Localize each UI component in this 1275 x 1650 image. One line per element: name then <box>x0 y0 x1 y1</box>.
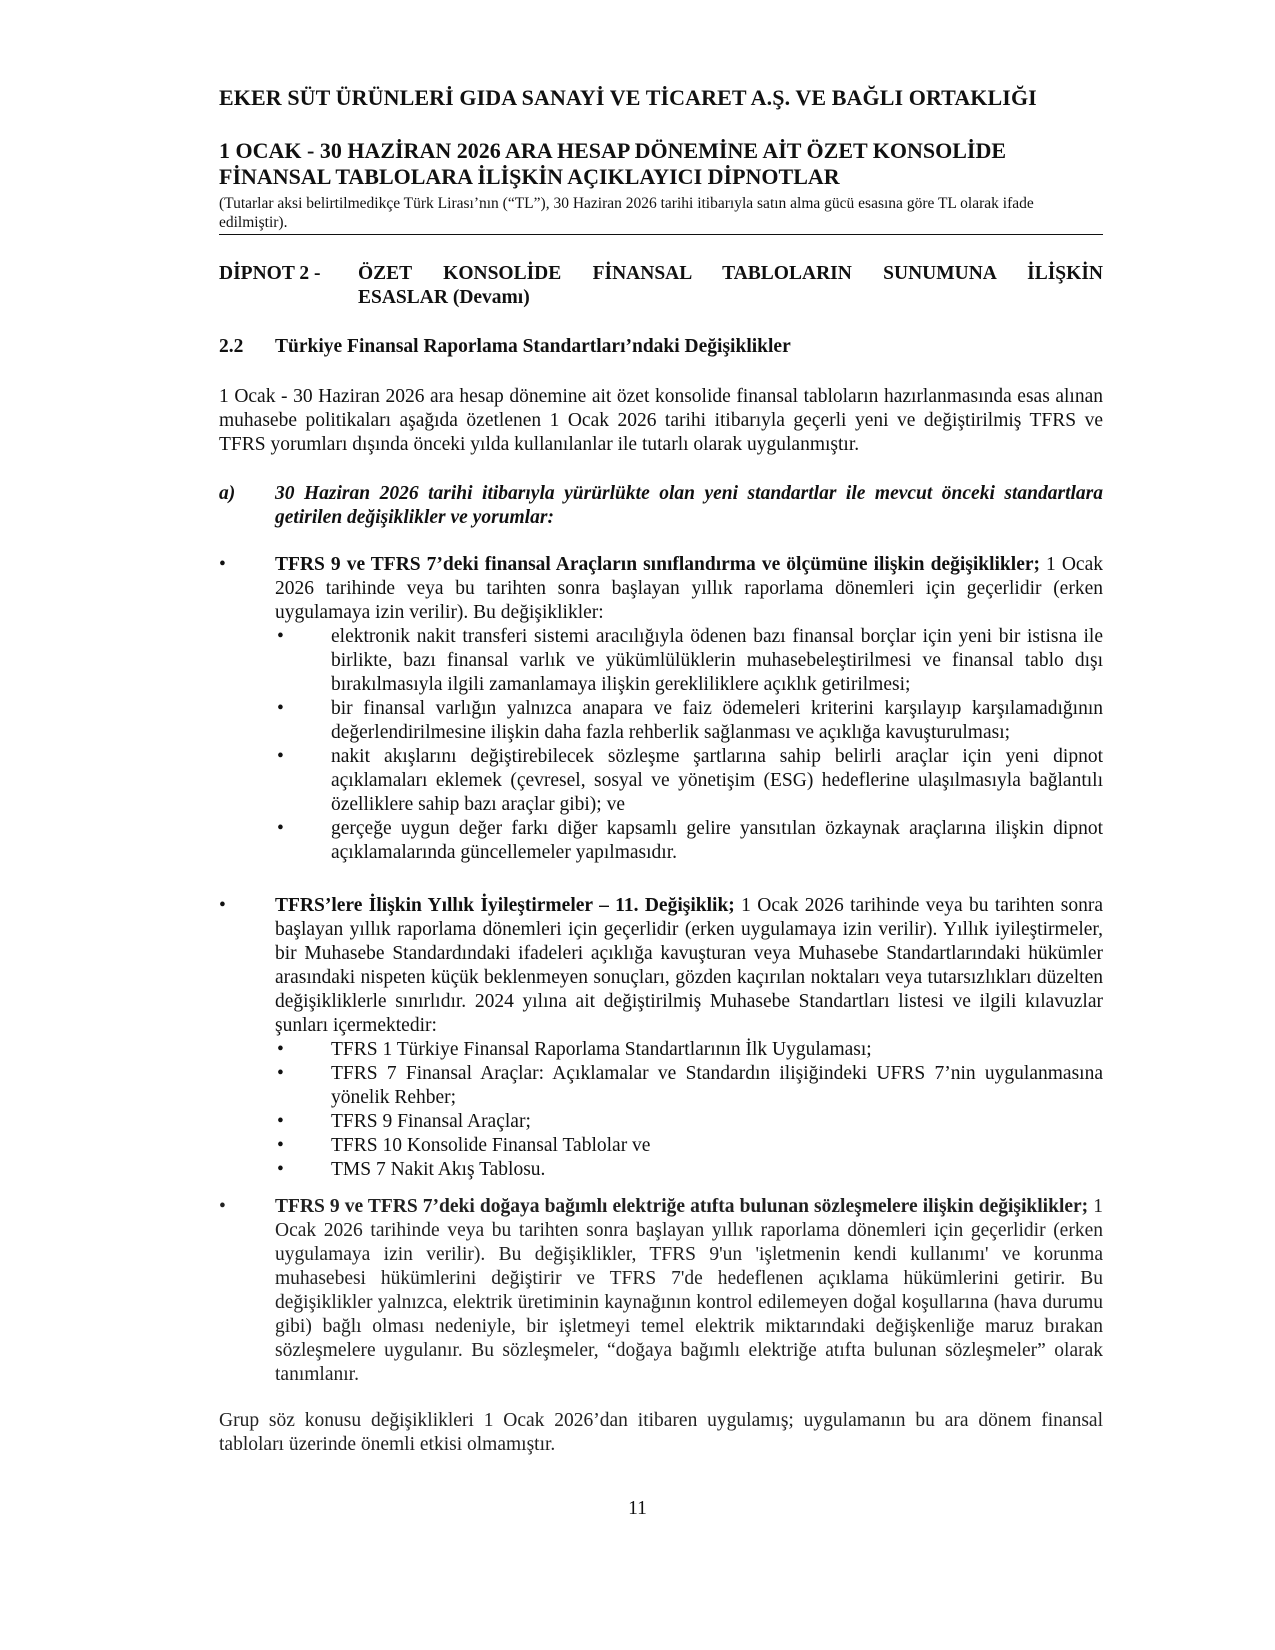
dipnot-title-line-1: ÖZET KONSOLİDE FİNANSAL TABLOLARIN SUNUMUNA İLİŞKİN <box>358 263 1103 284</box>
sub-item-text: elektronik nakit transferi sistemi aracılığıyla ödenen bazı finansal borçlar için yeni bir istisna ile birlikte, bazı finansal varlık ve yükümlülüklerin muhasebeleştirilmesi ve finansal tablo dışı bırakılmasıyla ilgili zamanlamaya ilişkin gerekliliklere açıklık getirilmesi; <box>331 626 1103 695</box>
subheading-text: 30 Haziran 2026 tarihi itibarıyla yürürlükte olan yeni standartlar ile mevcut önceki standartlara getirilen değişiklikler ve yorumlar: <box>275 483 1103 528</box>
sub-item <box>275 1134 1103 1158</box>
section-number: 2.2 <box>219 336 244 357</box>
bullet-icon: • <box>277 626 284 647</box>
sub-item <box>275 1158 1103 1182</box>
item-title: TFRS’lere İlişkin Yıllık İyileştirmeler – 11. Değişiklik; <box>275 895 735 916</box>
item-title: TFRS 9 ve TFRS 7’deki finansal Araçların sınıflandırma ve ölçümüne ilişkin değişiklikler; <box>275 554 1040 575</box>
sub-item-text: gerçeğe uygun değer farkı diğer kapsamlı gelire yansıtılan özkaynak araçlarına ilişkin dipnot açıklamalarında güncellemeler yapılmasıdır. <box>331 818 1103 863</box>
subheading-marker: a) <box>219 483 236 504</box>
period-line-2: FİNANSAL TABLOLARA İLİŞKİN AÇIKLAYICI DİPNOTLAR <box>219 164 840 189</box>
bullet-icon: • <box>219 1196 226 1217</box>
sub-item <box>275 1110 1103 1134</box>
sub-item <box>275 745 1103 817</box>
dipnot-title <box>358 262 1103 310</box>
item-text: 1 Ocak 2026 tarihinde veya bu tarihten sonra başlayan yıllık raporlama dönemleri için geçerlidir (erken uygulamaya izin verilir). Yıllık iyileştirmeler, bir Muhasebe Standardındaki ifadeleri açıklığa kavuşturan veya Muhasebe Standartlarındaki hükümler arasındaki nispeten küçük beklenmeyen sonuçları, gözden kaçırılan noktaları veya tutarsızlıkları düzelten değişikliklerle sınırlıdır. 2024 yılına ait değiştirilmiş Muhasebe Standartları listesi ve ilgili kılavuzlar şunları içermektedir: <box>275 895 1103 1036</box>
sub-item <box>275 697 1103 745</box>
list-item <box>219 553 1103 865</box>
bullet-icon: • <box>277 1159 284 1180</box>
dipnot-label: DİPNOT 2 - <box>219 263 321 284</box>
sub-item <box>275 1062 1103 1110</box>
section-title: Türkiye Finansal Raporlama Standartları’ndaki Değişiklikler <box>275 336 791 357</box>
intro-paragraph: 1 Ocak - 30 Haziran 2026 ara hesap dönemine ait özet konsolide finansal tabloların hazırlanmasında esas alınan muhasebe politikaları aşağıda özetlenen 1 Ocak 2026 tarihi itibarıyla geçerli yeni ve değiştirilmiş TFRS ve TFRS yorumları dışında önceki yılda kullanılanlar ile tutarlı olarak uygulanmıştır. <box>219 386 1103 455</box>
bullet-icon: • <box>277 746 284 767</box>
bullet-icon: • <box>277 698 284 719</box>
sub-item <box>275 1038 1103 1062</box>
sub-item <box>275 625 1103 697</box>
bullet-icon: • <box>277 1135 284 1156</box>
item-title: TFRS 9 ve TFRS 7’deki doğaya bağımlı elektriğe atıfta bulunan sözleşmelere ilişkin değişiklikler; <box>275 1196 1089 1217</box>
bullet-icon: • <box>277 818 284 839</box>
bullet-icon: • <box>219 895 226 916</box>
list-item <box>219 894 1103 1182</box>
sub-item-text: bir finansal varlığın yalnızca anapara ve faiz ödemeleri kriterini karşılayıp karşılamadığının değerlendirilmesine ilişkin daha fazla rehberlik sağlanması ve açıklığa kavuşturulması; <box>331 698 1103 743</box>
bullet-icon: • <box>277 1063 284 1084</box>
list-item <box>219 1195 1103 1387</box>
bullet-icon: • <box>277 1039 284 1060</box>
sub-item-text: TFRS 9 Finansal Araçlar; <box>331 1111 531 1132</box>
currency-note: (Tutarlar aksi belirtilmedikçe Türk Lirası’nın (“TL”), 30 Haziran 2026 tarihi itibarıyla satın alma gücü esasına göre TL olarak ifade edilmiştir). <box>219 195 1034 231</box>
bullet-icon: • <box>277 1111 284 1132</box>
period-line-1: 1 OCAK - 30 HAZİRAN 2026 ARA HESAP DÖNEMİNE AİT ÖZET KONSOLİDE <box>219 138 1007 163</box>
company-name: EKER SÜT ÜRÜNLERİ GIDA SANAYİ VE TİCARET A.Ş. VE BAĞLI ORTAKLIĞI <box>219 85 1037 110</box>
closing-paragraph: Grup söz konusu değişiklikleri 1 Ocak 2026’dan itibaren uygulamış; uygulamanın bu ara dönem finansal tabloları üzerinde önemli etkisi olmamıştır. <box>219 1410 1103 1455</box>
item-text: 1 Ocak 2026 tarihinde veya bu tarihten sonra başlayan yıllık raporlama dönemleri için geçerlidir (erken uygulamaya izin verilir). Bu değişiklikler: <box>275 554 1103 623</box>
report-period-title <box>219 138 1103 190</box>
sub-item-text: TFRS 7 Finansal Araçlar: Açıklamalar ve Standardın ilişiğindeki UFRS 7’nin uygulanmasına yönelik Rehber; <box>331 1063 1103 1108</box>
dipnot-heading <box>219 262 1103 310</box>
sub-item-text: nakit akışlarını değiştirebilecek sözleşme şartlarına sahip belirli araçlar için yeni dipnot açıklamaları eklemek (çevresel, sosyal ve yönetişim (ESG) hedeflerine ulaşılmasıyla bağlantılı özelliklere sahip bazı araçlar gibi); ve <box>331 746 1103 815</box>
section-heading <box>219 335 1103 359</box>
header-divider <box>219 234 1103 235</box>
sub-item-text: TFRS 10 Konsolide Finansal Tablolar ve <box>331 1135 651 1156</box>
item-text: 1 Ocak 2026 tarihinde veya bu tarihten sonra başlayan yıllık raporlama dönemleri için geçerlidir (erken uygulamaya izin verilir). Bu değişiklikler, TFRS 9'un 'işletmenin kendi kullanımı' ve korunma muhasebesi hükümlerini değiştirir ve TFRS 7'de hedeflenen açıklama hükümlerini getirir. Bu değişiklikler yalnızca, elektrik üretiminin kaynağının kontrol edilemeyen doğal koşullarına (hava durumu gibi) bağlı olması nedeniyle, bir işletmeyi temel elektrik miktarındaki değişkenliğe maruz bırakan sözleşmelere uygulanır. Bu sözleşmeler, “doğaya bağımlı elektriğe atıfta bulunan sözleşmeler” olarak tanımlanır. <box>275 1196 1103 1385</box>
sub-item-text: TFRS 1 Türkiye Finansal Raporlama Standartlarının İlk Uygulaması; <box>331 1039 872 1060</box>
subheading-a <box>219 482 1103 530</box>
sub-item-text: TMS 7 Nakit Akış Tablosu. <box>331 1159 546 1180</box>
page-number: 11 <box>628 1498 647 1519</box>
sub-item <box>275 817 1103 865</box>
bullet-icon: • <box>219 554 226 575</box>
dipnot-title-line-2: ESASLAR (Devamı) <box>358 287 530 308</box>
